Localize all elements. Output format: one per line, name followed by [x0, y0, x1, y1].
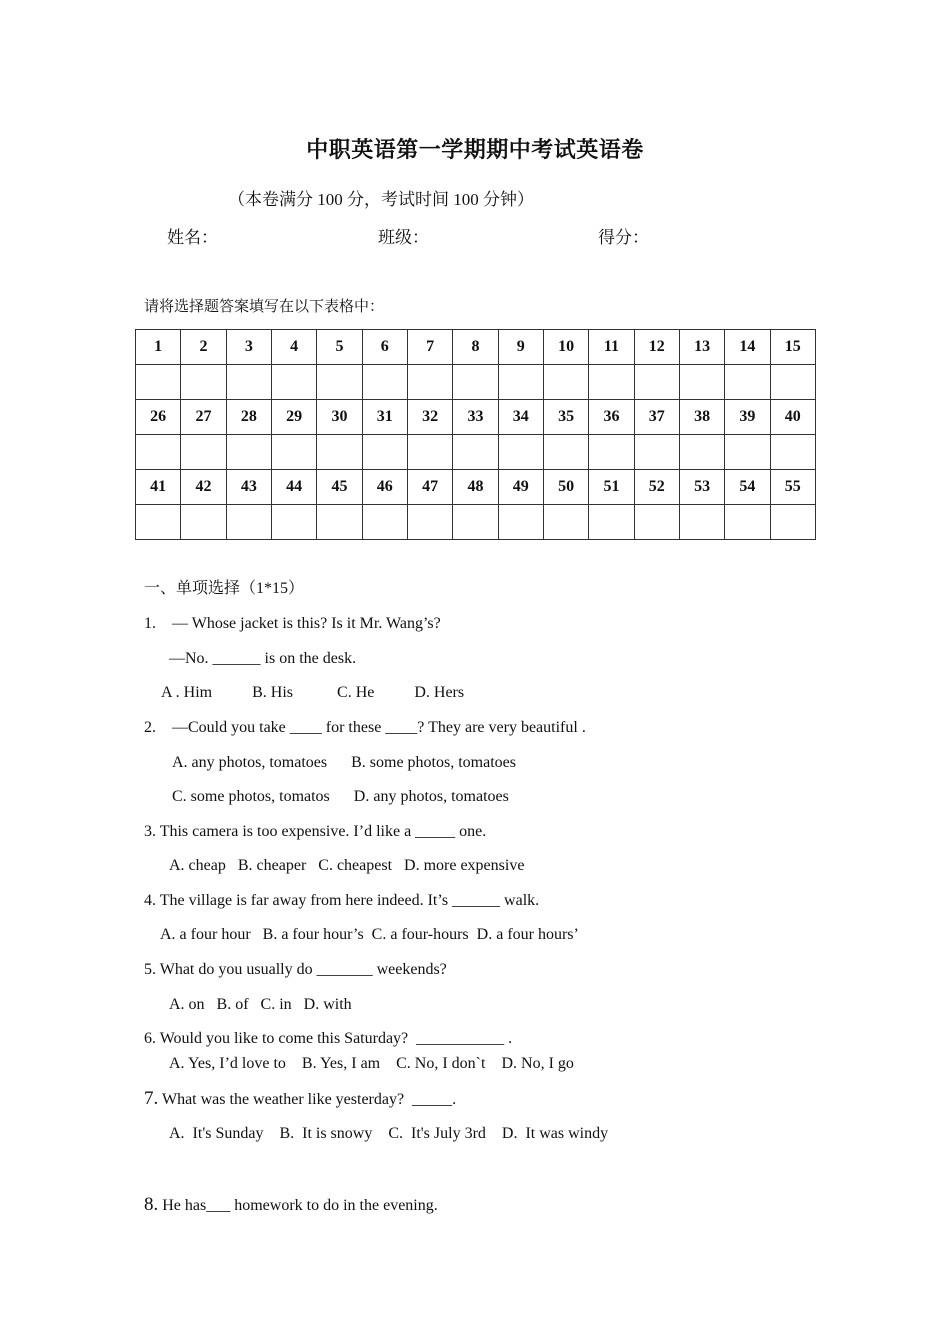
question-8 [144, 1195, 438, 1214]
answer-cell[interactable] [679, 505, 724, 540]
class-label: 班级： [378, 228, 429, 247]
question-7-number: 7. [144, 1088, 159, 1109]
answer-cell[interactable] [226, 365, 271, 400]
answer-cell[interactable] [634, 365, 679, 400]
question-number-cell: 29 [271, 400, 316, 435]
answer-cell[interactable] [271, 365, 316, 400]
question-number-cell: 11 [589, 330, 634, 365]
question-5: 5. What do you usually do _______ weekends? [144, 961, 447, 978]
question-number-cell: 50 [543, 470, 588, 505]
question-6-options: A. Yes, I’d love to B. Yes, I am C. No, I don`t D. No, I go [169, 1055, 574, 1072]
question-number-cell: 2 [181, 330, 226, 365]
answer-cell[interactable] [317, 365, 362, 400]
question-number-cell: 35 [543, 400, 588, 435]
question-number-cell: 8 [453, 330, 498, 365]
question-number-cell: 10 [543, 330, 588, 365]
question-number-cell: 49 [498, 470, 543, 505]
answer-cell[interactable] [770, 365, 815, 400]
question-2: 2. —Could you take ____ for these ____? They are very beautiful . [144, 719, 586, 736]
question-number-cell: 51 [589, 470, 634, 505]
question-6: 6. Would you like to come this Saturday? ___________ . [144, 1030, 513, 1047]
answer-input-row [136, 505, 816, 540]
question-number-cell: 37 [634, 400, 679, 435]
score-label: 得分： [598, 228, 649, 247]
answer-cell[interactable] [271, 505, 316, 540]
question-number-cell: 32 [407, 400, 452, 435]
answer-cell[interactable] [725, 435, 770, 470]
question-4: 4. The village is far away from here indeed. It’s ______ walk. [144, 892, 540, 909]
question-number-cell: 48 [453, 470, 498, 505]
answer-cell[interactable] [362, 435, 407, 470]
question-7-options: A. It's Sunday B. It is snowy C. It's July 3rd D. It was windy [169, 1125, 609, 1142]
question-number-cell: 15 [770, 330, 815, 365]
answer-cell[interactable] [181, 435, 226, 470]
question-3: 3. This camera is too expensive. I’d like a _____ one. [144, 823, 487, 840]
question-number-cell: 13 [679, 330, 724, 365]
question-8-number: 8. [144, 1194, 159, 1215]
question-8-text: He has___ homework to do in the evening. [162, 1197, 438, 1214]
answer-cell[interactable] [679, 435, 724, 470]
answer-cell[interactable] [453, 365, 498, 400]
question-number-cell: 52 [634, 470, 679, 505]
answer-cell[interactable] [453, 435, 498, 470]
answer-cell[interactable] [136, 435, 181, 470]
question-3-options: A. cheap B. cheaper C. cheapest D. more expensive [169, 857, 525, 874]
question-number-cell: 4 [271, 330, 316, 365]
answer-cell[interactable] [725, 505, 770, 540]
answer-cell[interactable] [271, 435, 316, 470]
page-title: 中职英语第一学期期中考试英语卷 [306, 137, 644, 162]
question-number-cell: 38 [679, 400, 724, 435]
answer-cell[interactable] [136, 365, 181, 400]
answer-cell[interactable] [362, 365, 407, 400]
question-number-cell: 14 [725, 330, 770, 365]
answer-cell[interactable] [634, 505, 679, 540]
answer-cell[interactable] [543, 505, 588, 540]
answer-cell[interactable] [634, 435, 679, 470]
question-1-line-2: —No. ______ is on the desk. [169, 650, 357, 667]
question-number-cell: 34 [498, 400, 543, 435]
answer-cell[interactable] [317, 435, 362, 470]
question-number-cell: 40 [770, 400, 815, 435]
question-5-options: A. on B. of C. in D. with [169, 996, 352, 1013]
answer-cell[interactable] [770, 435, 815, 470]
question-7 [144, 1089, 456, 1108]
answer-cell[interactable] [317, 505, 362, 540]
answer-cell[interactable] [407, 435, 452, 470]
question-number-cell: 6 [362, 330, 407, 365]
question-2-options-a: A. any photos, tomatoes B. some photos, tomatoes [172, 754, 516, 771]
question-number-cell: 53 [679, 470, 724, 505]
question-7-text: What was the weather like yesterday? _____. [161, 1091, 457, 1108]
question-number-cell: 1 [136, 330, 181, 365]
answer-cell[interactable] [181, 505, 226, 540]
answer-cell[interactable] [498, 365, 543, 400]
answer-cell[interactable] [136, 505, 181, 540]
answer-number-row [136, 470, 816, 505]
answer-cell[interactable] [589, 435, 634, 470]
question-number-cell: 55 [770, 470, 815, 505]
answer-cell[interactable] [453, 505, 498, 540]
question-number-cell: 7 [407, 330, 452, 365]
question-number-cell: 3 [226, 330, 271, 365]
answer-cell[interactable] [543, 435, 588, 470]
question-number-cell: 44 [271, 470, 316, 505]
question-number-cell: 46 [362, 470, 407, 505]
answer-number-row [136, 400, 816, 435]
question-number-cell: 28 [226, 400, 271, 435]
question-number-cell: 39 [725, 400, 770, 435]
question-number-cell: 30 [317, 400, 362, 435]
answer-cell[interactable] [498, 505, 543, 540]
question-number-cell: 43 [226, 470, 271, 505]
question-4-options: A. a four hour B. a four hour’s C. a four-hours D. a four hours’ [160, 926, 579, 943]
answer-cell[interactable] [770, 505, 815, 540]
question-number-cell: 41 [136, 470, 181, 505]
question-number-cell: 27 [181, 400, 226, 435]
question-number-cell: 9 [498, 330, 543, 365]
question-number-cell: 5 [317, 330, 362, 365]
answer-cell[interactable] [679, 365, 724, 400]
answer-input-row [136, 365, 816, 400]
question-2-options-b: C. some photos, tomatos D. any photos, tomatoes [172, 788, 509, 805]
question-number-cell: 12 [634, 330, 679, 365]
question-number-cell: 54 [725, 470, 770, 505]
exam-info: （本卷满分 100 分，考试时间 100 分钟） [228, 190, 534, 209]
answer-cell[interactable] [226, 505, 271, 540]
answer-cell[interactable] [498, 435, 543, 470]
answer-cell[interactable] [543, 365, 588, 400]
question-number-cell: 31 [362, 400, 407, 435]
question-1: 1. — Whose jacket is this? Is it Mr. Wang’s? [144, 615, 441, 632]
answer-cell[interactable] [226, 435, 271, 470]
answer-cell[interactable] [589, 365, 634, 400]
question-number-cell: 26 [136, 400, 181, 435]
answer-input-row [136, 435, 816, 470]
answer-cell[interactable] [407, 505, 452, 540]
answer-cell[interactable] [362, 505, 407, 540]
question-number-cell: 33 [453, 400, 498, 435]
answer-table-instruction: 请将选择题答案填写在以下表格中： [144, 299, 385, 315]
question-number-cell: 45 [317, 470, 362, 505]
section-heading: 一、单项选择（1*15） [144, 580, 305, 597]
answer-cell[interactable] [181, 365, 226, 400]
question-1-options: A . Him B. His C. He D. Hers [161, 684, 465, 701]
answer-table [135, 329, 816, 540]
question-number-cell: 47 [407, 470, 452, 505]
question-number-cell: 36 [589, 400, 634, 435]
answer-cell[interactable] [725, 365, 770, 400]
question-number-cell: 42 [181, 470, 226, 505]
answer-cell[interactable] [407, 365, 452, 400]
name-label: 姓名： [167, 228, 218, 247]
answer-cell[interactable] [589, 505, 634, 540]
answer-number-row [136, 330, 816, 365]
